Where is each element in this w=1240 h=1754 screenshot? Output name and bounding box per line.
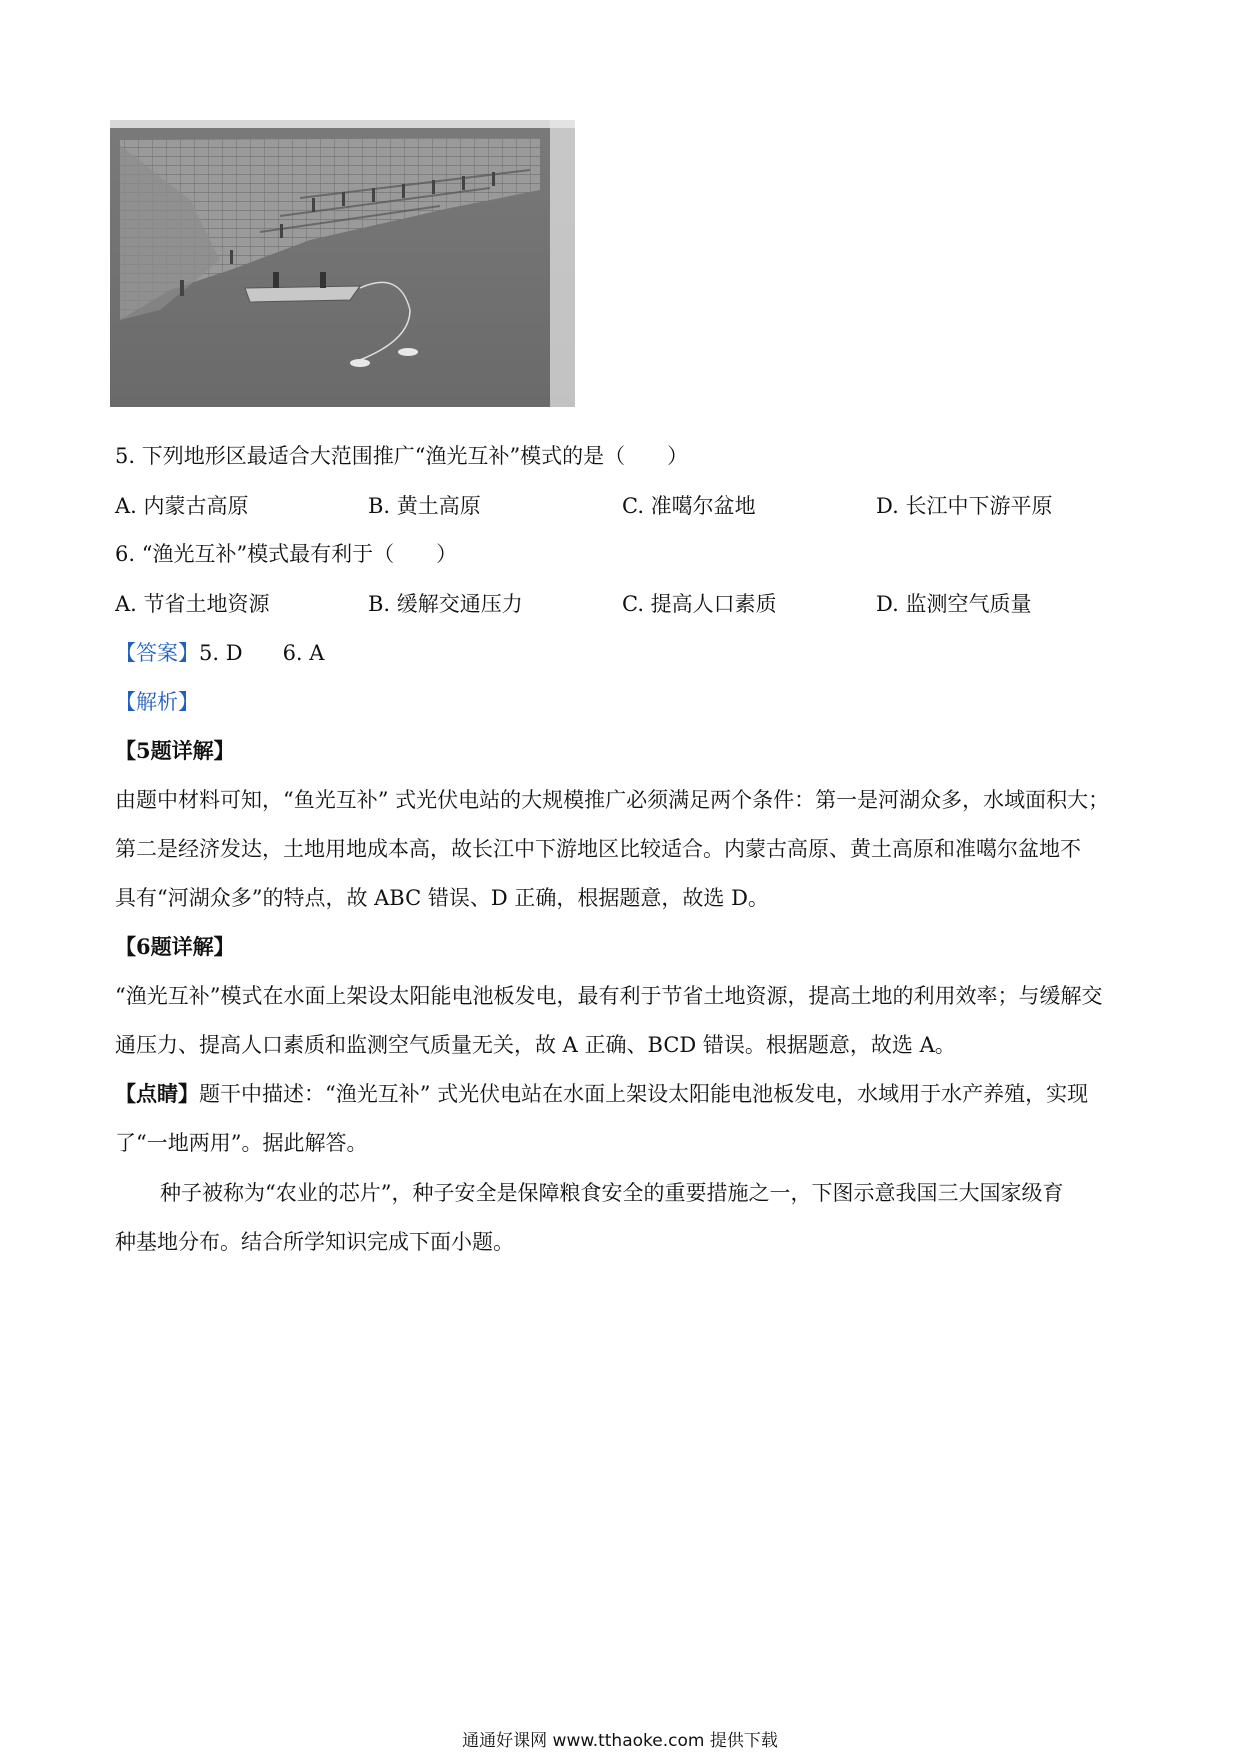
dianjing-tag: 【点睛】 [115, 1081, 199, 1106]
detail-5-line: 第二是经济发达，土地用地成本高，故长江中下游地区比较适合。内蒙古高原、黄土高原和准噶尔盆地不 [115, 837, 1081, 861]
answer-5: 5. D [199, 641, 243, 665]
question-5-stem: 5. 下列地形区最适合大范围推广“渔光互补”模式的是（ ） [115, 444, 689, 468]
question-6-option-d: D. 监测空气质量 [876, 592, 1032, 616]
detail-6-line: 通压力、提高人口素质和监测空气质量无关，故 A 正确、BCD 错误。根据题意，故选 A。 [115, 1033, 956, 1057]
answer-tag: 【答案】 [115, 641, 199, 665]
dianjing-text: 题干中描述：“渔光互补” 式光伏电站在水面上架设太阳能电池板发电，水域用于水产养殖，实现 [199, 1082, 1089, 1106]
material-line: 种子被称为“农业的芯片”，种子安全是保障粮食安全的重要措施之一，下图示意我国三大国家级育 [160, 1181, 1064, 1205]
answer-6: 6. A [282, 641, 325, 665]
question-5-option-b: B. 黄土高原 [368, 494, 481, 518]
analysis-tag: 【解析】 [115, 690, 199, 714]
detail-6-heading: 【6题详解】 [115, 934, 235, 959]
detail-5-heading: 【5题详解】 [115, 738, 235, 763]
question-6-option-b: B. 缓解交通压力 [368, 592, 523, 616]
material-line: 种基地分布。结合所学知识完成下面小题。 [115, 1230, 514, 1254]
question-5-option-d: D. 长江中下游平原 [876, 494, 1053, 518]
detail-6-line: “渔光互补”模式在水面上架设太阳能电池板发电，最有利于节省土地资源，提高土地的利用效率；与缓解交 [115, 984, 1103, 1008]
detail-5-line: 由题中材料可知，“鱼光互补” 式光伏电站的大规模推广必须满足两个条件：第一是河湖众多，水域面积大； [115, 788, 1110, 812]
dianjing-line [115, 1080, 1130, 1108]
solar-fishery-photo [110, 120, 575, 407]
question-6-stem: 6. “渔光互补”模式最有利于（ ） [115, 542, 458, 566]
question-6-option-c: C. 提高人口素质 [622, 592, 777, 616]
question-5-option-a: A. 内蒙古高原 [115, 494, 249, 518]
page-footer: 通通好课网 www.tthaoke.com 提供下载 [462, 1731, 778, 1751]
answer-line [115, 639, 324, 667]
detail-5-line: 具有“河湖众多”的特点，故 ABC 错误、D 正确，根据题意，故选 D。 [115, 886, 769, 910]
dianjing-line-2: 了“一地两用”。据此解答。 [115, 1131, 368, 1155]
question-6-option-a: A. 节省土地资源 [115, 592, 270, 616]
question-5-option-c: C. 准噶尔盆地 [622, 494, 756, 518]
